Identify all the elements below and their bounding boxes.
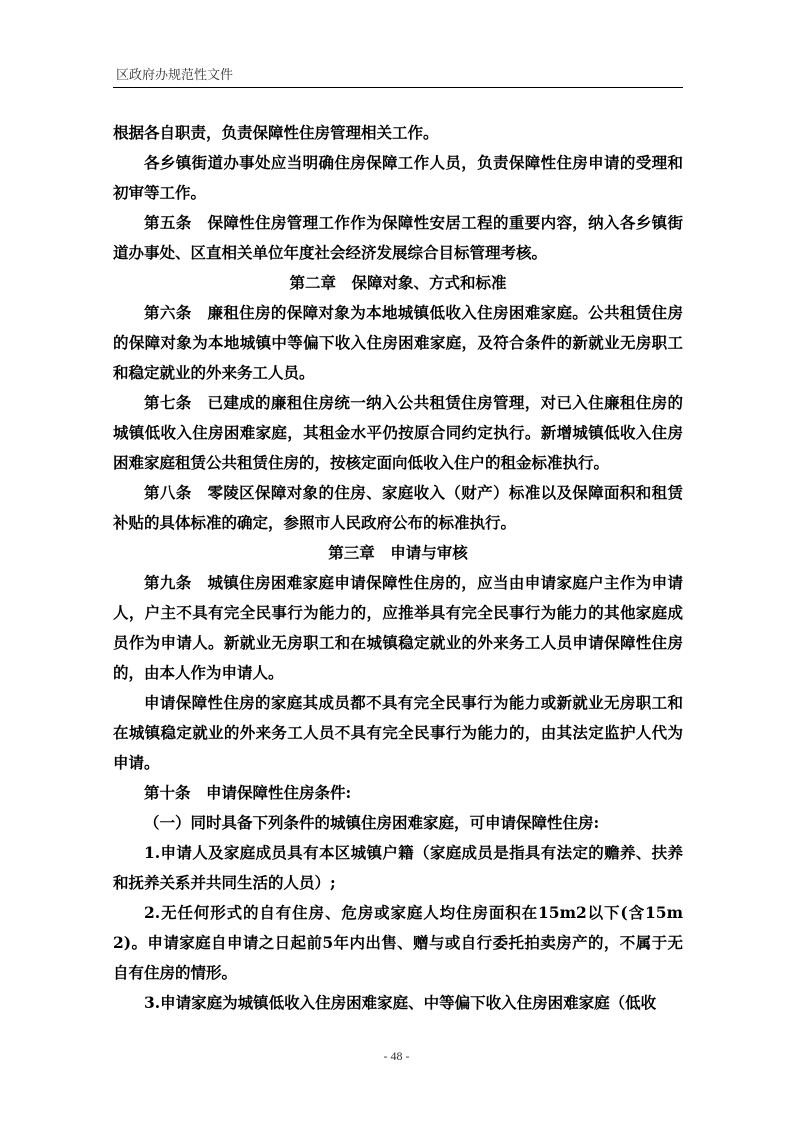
chapter-heading-3: 第三章 申请与审核	[328, 543, 468, 562]
article-5: 第五条 保障性住房管理工作作为保障性安居工程的重要内容，纳入各乡镇街道办事处、区直相关单位年度社会经济发展综合目标管理考核。	[113, 213, 683, 262]
list-item: （一）同时具备下列条件的城镇住房困难家庭，可申请保障性住房:	[144, 813, 600, 832]
article-7: 第七条 已建成的廉租住房统一纳入公共租赁住房管理，对已入住廉租住房的城镇低收入住房困难家庭，其租金水平仍按原合同约定执行。新增城镇低收入住房困难家庭租赁公共租赁住房的，按核定面向低收入住户的租金标准执行。	[113, 393, 683, 472]
list-item: 2.无任何形式的自有住房、危房或家庭人均住房面积在15m2以下(含15m2)。申请家庭自申请之日起前5年内出售、赠与或自行委托拍卖房产的，不属于无自有住房的情形。	[113, 903, 683, 982]
chapter-heading-2: 第二章 保障对象、方式和标准	[289, 273, 507, 292]
list-item: 1.申请人及家庭成员具有本区城镇户籍（家庭成员是指具有法定的赡养、扶养和抚养关系并共同生活的人员）;	[113, 843, 683, 892]
article-8: 第八条 零陵区保障对象的住房、家庭收入（财产）标准以及保障面积和租赁补贴的具体标准的确定，参照市人民政府公布的标准执行。	[113, 483, 683, 532]
page-number: - 48 -	[383, 1049, 410, 1063]
article-10: 第十条 申请保障性住房条件:	[144, 783, 352, 802]
article-9: 第九条 城镇住房困难家庭申请保障性住房的，应当由申请家庭户主作为申请人，户主不具有完全民事行为能力的，应推举具有完全民事行为能力的其他家庭成员作为申请人。新就业无房职工和在城镇稳定就业的外来务工人员申请保障性住房的，由本人作为申请人。	[113, 573, 683, 682]
article-6: 第六条 廉租住房的保障对象为本地城镇低收入住房困难家庭。公共租赁住房的保障对象为本地城镇中等偏下收入住房困难家庭，及符合条件的新就业无房职工和稳定就业的外来务工人员。	[113, 303, 683, 382]
paragraph: 各乡镇街道办事处应当明确住房保障工作人员，负责保障性住房申请的受理和初审等工作。	[113, 153, 683, 202]
paragraph-continuation: 根据各自职责，负责保障性住房管理相关工作。	[113, 123, 439, 142]
document-body	[113, 118, 683, 1018]
header-divider	[113, 87, 683, 88]
paragraph: 申请保障性住房的家庭其成员都不具有完全民事行为能力或新就业无房职工和在城镇稳定就业的外来务工人员不具有完全民事行为能力的，由其法定监护人代为申请。	[113, 693, 683, 772]
document-header-title: 区政府办规范性文件	[116, 68, 234, 83]
list-item: 3.申请家庭为城镇低收入住房困难家庭、中等偏下收入住房困难家庭（低收	[144, 993, 657, 1012]
